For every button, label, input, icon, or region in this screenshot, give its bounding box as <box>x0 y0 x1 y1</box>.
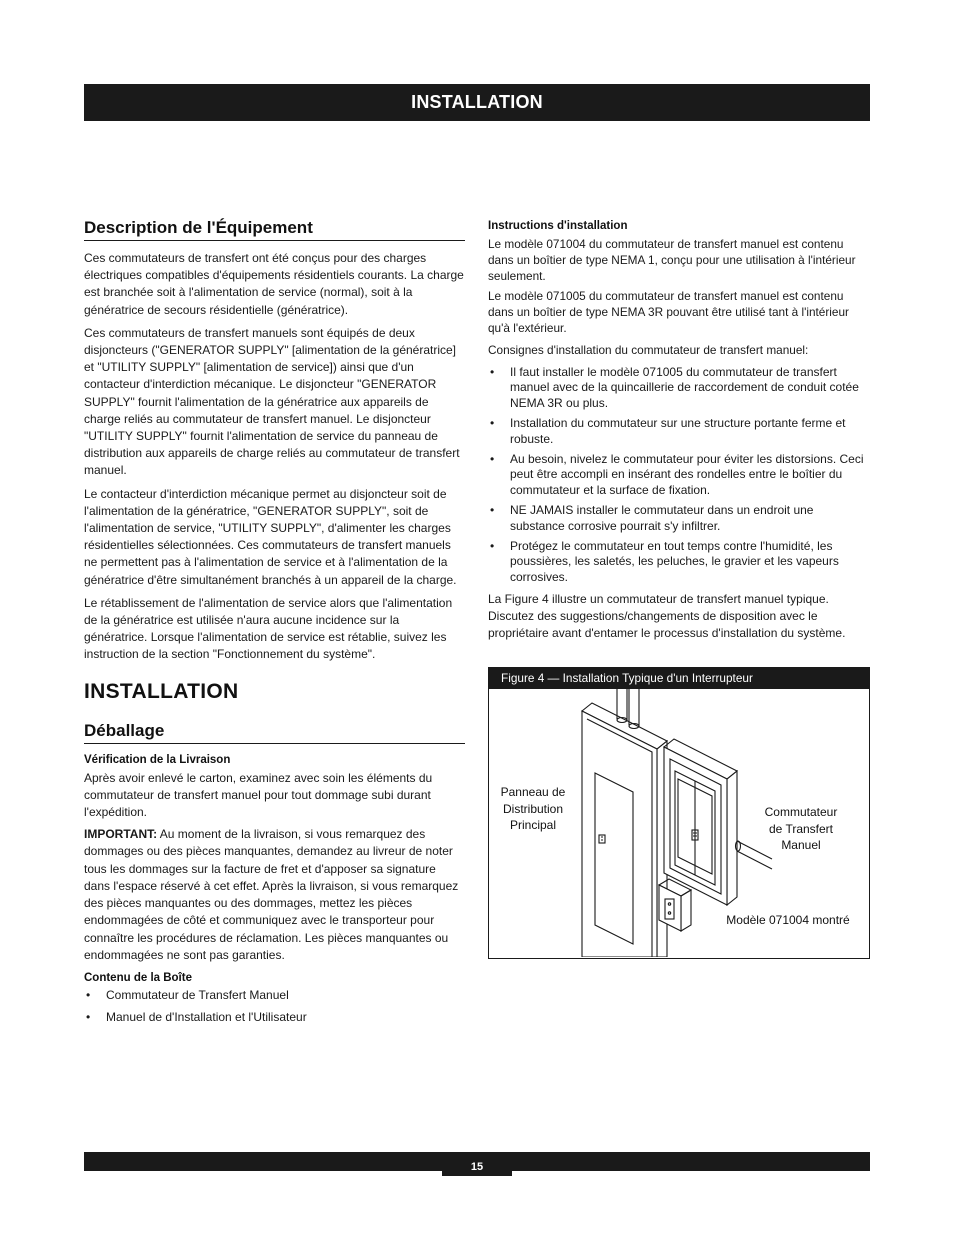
description-paragraph-1: Ces commutateurs de transfert ont été conçus pour des charges électriques compatibles d'équipements résidentiels courants. La charge est branchée soit à l'alimentation de service (normal), soit à la génératrice de secours résidentielle (génératrice). <box>84 251 464 317</box>
box-contents-heading: Contenu de la Boîte <box>84 971 192 984</box>
list-item-text: Manuel de d'Installation et l'Utilisateur <box>106 1009 307 1024</box>
bullet-icon: • <box>490 538 495 553</box>
list-item-text: Protégez le commutateur en tout temps contre l'humidité, les poussières, les saletés, les peluches, le gravier et les vapeurs corrosives. <box>510 538 839 585</box>
transfer-switch-drawing <box>664 739 737 905</box>
important-text: Au moment de la livraison, si vous remarquez des dommages ou des pièces manquantes, demandez au livreur de noter tous les dommages sur la facture de fret et d'apposer sa signature dans l'espace réservé à cet effet. Après la livraison, si vous remarquez des pièces manquantes ou des dommages, mettez les pièces endommagées de côté et communiquez avec le transporteur pour connaître les procédures de réclamation. Les pièces manquantes ou endommagées ne sont pas garanties. <box>84 827 459 962</box>
list-item-text: Il faut installer le modèle 071005 du commutateur de transfert manuel avec de la quincaillerie de raccordement de conduit cotée NEMA 3R ou plus. <box>510 364 859 411</box>
instructions-heading: Instructions d'installation <box>488 220 628 232</box>
list-item-text: Commutateur de Transfert Manuel <box>106 987 289 1002</box>
page-number: 15 <box>442 1152 512 1176</box>
box-contents-list <box>84 988 465 1026</box>
bullet-icon: • <box>86 1009 91 1024</box>
list-item <box>84 1010 465 1026</box>
label-line: Manuel <box>781 838 821 852</box>
conduit-pipes <box>617 689 639 729</box>
bullet-icon: • <box>490 451 495 466</box>
figure-4 <box>488 667 870 959</box>
list-item <box>84 988 465 1004</box>
bullet-icon: • <box>490 415 495 430</box>
bullet-icon: • <box>86 987 91 1002</box>
list-item <box>488 503 870 535</box>
bullet-icon: • <box>490 364 495 379</box>
list-item-text: NE JAMAIS installer le commutateur dans un endroit une substance corrosive pourrait s'y infiltrer. <box>510 502 814 533</box>
label-line: Principal <box>509 818 557 832</box>
description-paragraph-2: Ces commutateurs de transfert manuels sont équipés de deux disjoncteurs ("GENERATOR SUPPLY" [alimentation de la génératrice] et "UTILITY SUPPLY" [alimentation de service]) ainsi que d'un contacteur d'interdiction mécanique. Le disjoncteur "GENERATOR SUPPLY" fournit l'alimentation de la génératrice aux appareils de charge reliés au commutateur de transfert manuel. Le disjoncteur "UTILITY SUPPLY" fournit l'alimentation de service du panneau de distribution aux appareils de charge reliés au commutateur de transfert manuel. <box>84 325 460 478</box>
bullet-icon: • <box>490 502 495 517</box>
instructions-paragraph-4: La Figure 4 illustre un commutateur de transfert manuel typique. Discutez des suggestions/changements de disposition avec le propriétaire avant d'entamer le processus d'installation du système. <box>488 591 846 641</box>
instructions-paragraph-3: Consignes d'installation du commutateur de transfert manuel: <box>488 342 809 357</box>
instructions-list <box>488 365 870 586</box>
section-header: INSTALLATION <box>84 84 870 121</box>
unpacking-heading: Déballage <box>84 721 465 744</box>
transfer-switch-label <box>751 804 851 854</box>
important-paragraph <box>84 826 465 964</box>
delivery-check-paragraph: Après avoir enlevé le carton, examinez avec soin les éléments du commutateur de transfert manuel pour tout dommage subi durant l'expédition. <box>84 770 433 820</box>
list-item <box>488 452 870 499</box>
left-column <box>84 218 465 1026</box>
description-paragraph-4: Le rétablissement de l'alimentation de service alors que l'alimentation de la génératrice est utilisée n'aura aucune incidence sur la génératrice. Lorsque l'alimentation de service est rétablie, suivez les instruction de la section "Fonctionnement du système". <box>84 595 453 662</box>
label-line: de Transfert <box>768 821 834 836</box>
main-panel-drawing <box>582 703 667 957</box>
receptacle-box-drawing <box>659 879 691 931</box>
list-item <box>488 365 870 412</box>
description-heading: Description de l'Équipement <box>84 218 465 241</box>
list-item <box>488 416 870 448</box>
model-label: Modèle 071004 montré <box>726 913 850 927</box>
label-line: Panneau de <box>500 785 566 799</box>
installation-heading: INSTALLATION <box>84 679 239 703</box>
instructions-paragraph-1: Le modèle 071004 du commutateur de transfert manuel est contenu dans un boîtier de type NEMA 1, conçu pour une utilisation à l'intérieur seulement. <box>488 237 856 283</box>
list-item <box>488 539 870 586</box>
label-line: Commutateur <box>764 805 838 819</box>
description-paragraph-3: Le contacteur d'interdiction mécanique permet au disjoncteur soit de l'alimentation de la génératrice, "GENERATOR SUPPLY", soit de l'alimentation de service, "UTILITY SUPPLY", d'alimenter les charges résidentielles sélectionnées. Ces commutateurs de transfert manuels ne permettent pas à l'alimentation de service et à l'alimentation de la génératrice d'être simultanément branchés à un appareil de la charge. <box>84 486 457 587</box>
figure-caption: Figure 4 — Installation Typique d'un Interrupteur <box>489 668 869 689</box>
delivery-check-heading: Vérification de la Livraison <box>84 753 231 766</box>
instructions-paragraph-2: Le modèle 071005 du commutateur de transfert manuel est contenu dans un boîtier de type NEMA 3R pouvant être utilisé tant à l'intérieur qu'à l'extérieur. <box>488 289 849 335</box>
label-line: Distribution <box>502 801 564 816</box>
right-column <box>488 220 870 643</box>
main-panel-label <box>493 784 573 834</box>
list-item-text: Au besoin, nivelez le commutateur pour éviter les distorsions. Ceci peut être accompli en insérant des rondelles entre le boîtier du commutateur et la surface de fixation. <box>510 451 864 498</box>
list-item-text: Installation du commutateur sur une structure portante ferme et robuste. <box>510 415 846 446</box>
important-label: IMPORTANT: <box>84 827 158 842</box>
